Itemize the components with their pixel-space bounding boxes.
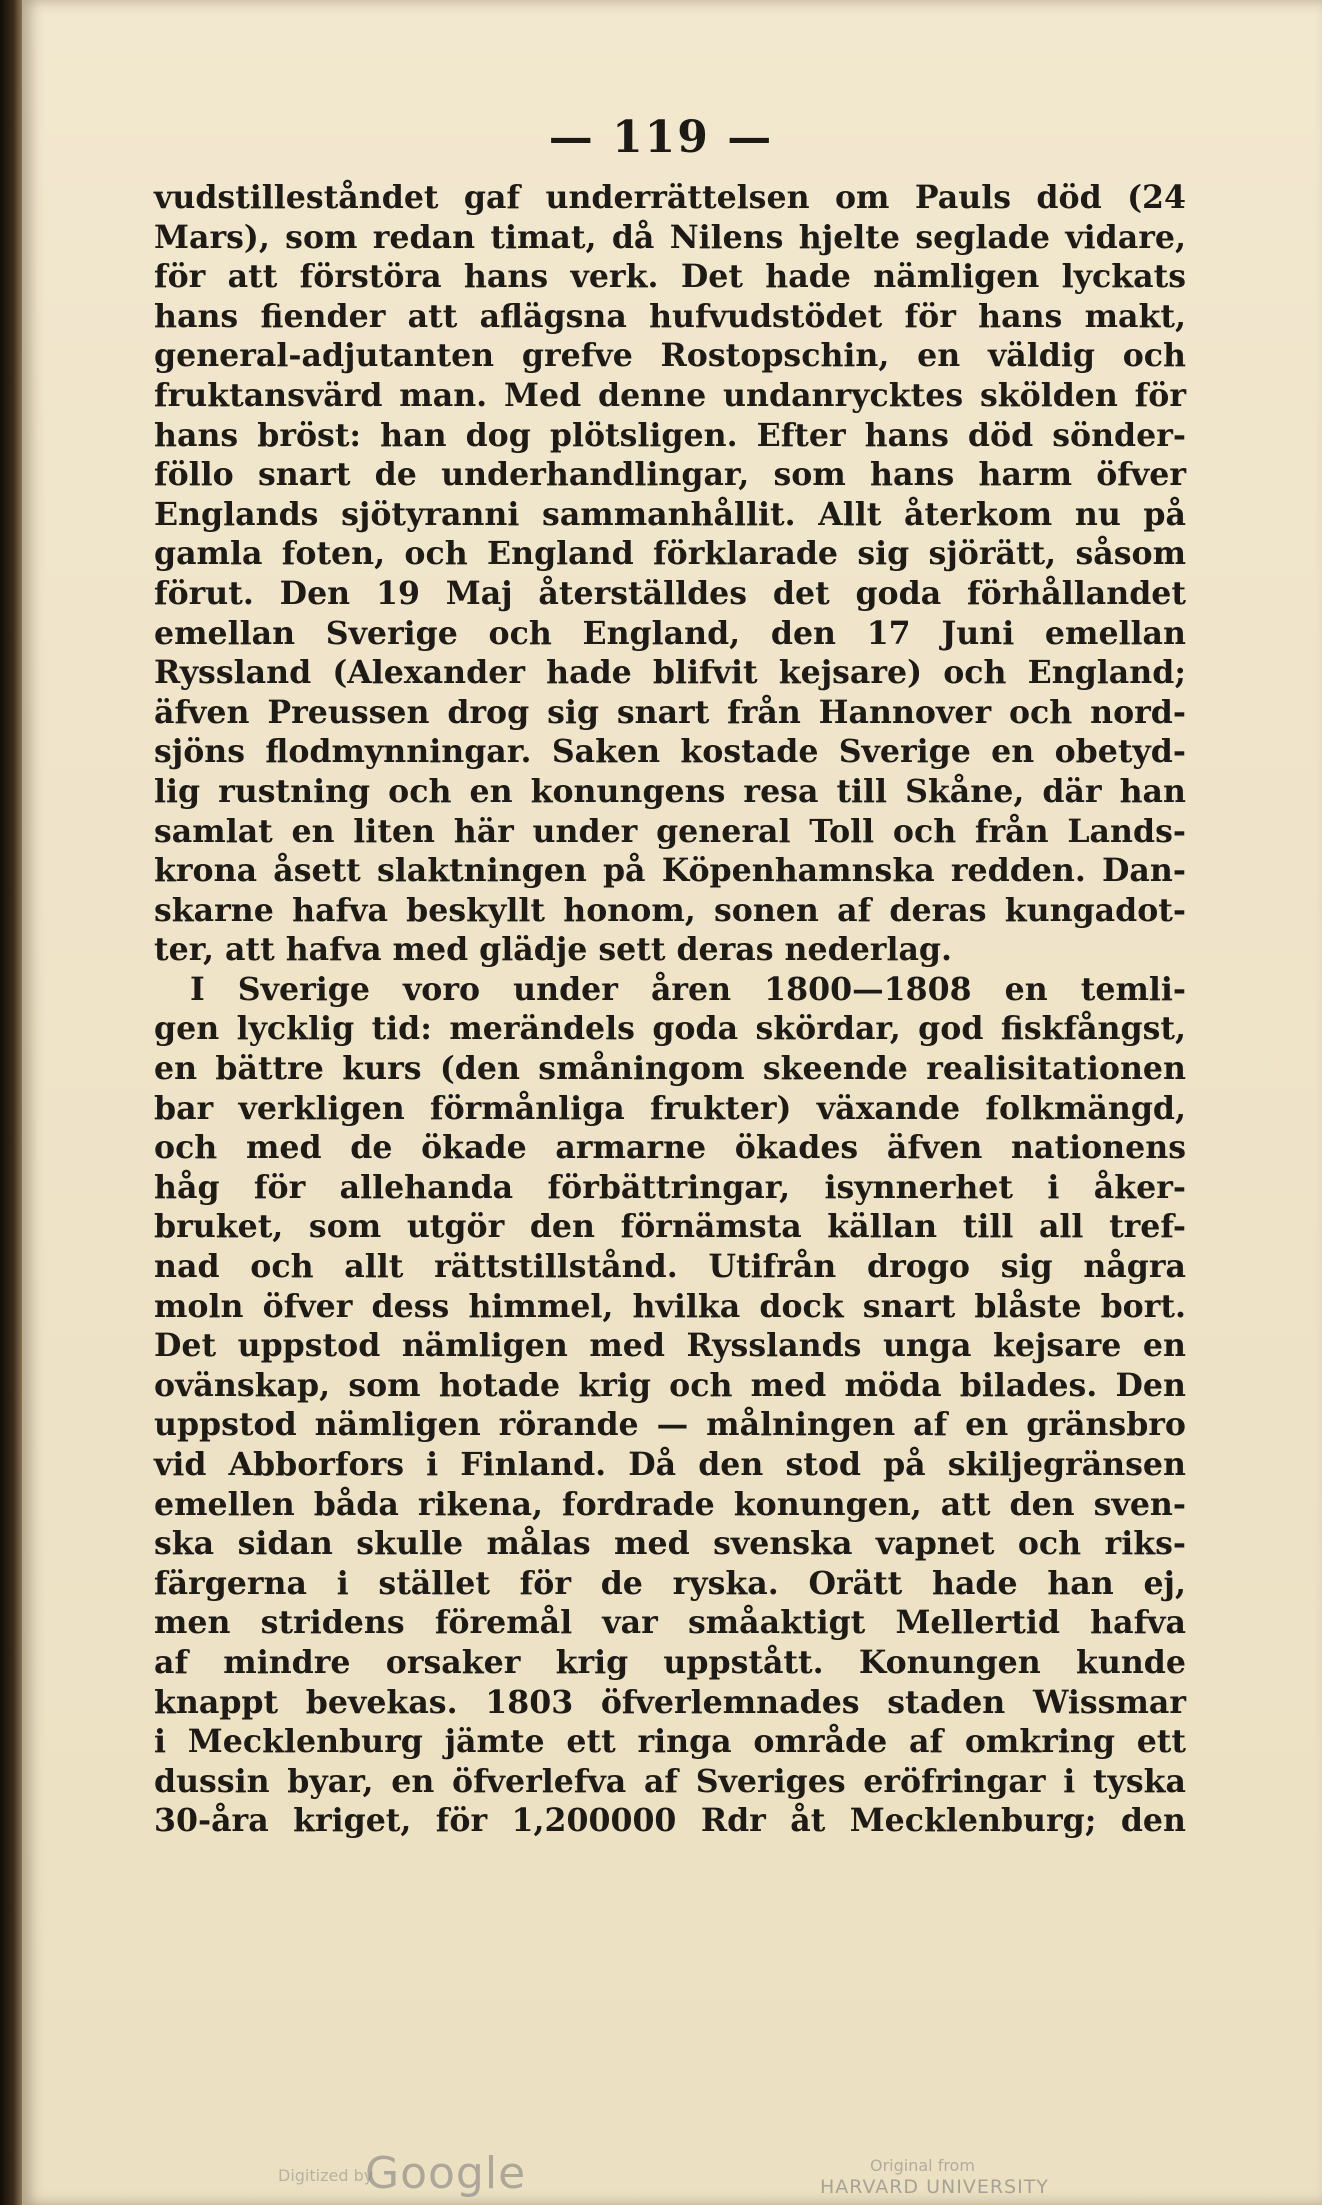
text-line: hans bröst: han dog plötsligen. Efter hans död sönder- (154, 416, 1186, 454)
text-line: fruktansvärd man. Med denne undanrycktes skölden för (154, 376, 1186, 414)
book-gutter (0, 0, 22, 2205)
text-line: för att förstöra hans verk. Det hade nämligen lyckats (154, 258, 1186, 296)
text-line: krona åsett slaktningen på Köpenhamnska redden. Dan- (154, 852, 1186, 890)
text-line: dussin byar, en öfverlefva af Sveriges eröfringar i tyska (154, 1762, 1186, 1800)
text-line: emellen båda rikena, fordrade konungen, att den sven- (154, 1485, 1186, 1523)
text-line: Ryssland (Alexander hade blifvit kejsare) och England; (154, 654, 1186, 692)
text-line: af mindre orsaker krig uppstått. Konungen kunde (154, 1643, 1186, 1681)
text-line: och med de ökade armarne ökades äfven nationens (154, 1129, 1186, 1167)
text-line: en bättre kurs (den småningom skeende realisitationen (154, 1050, 1186, 1088)
text-line: men stridens föremål var småaktigt Mellertid hafva (154, 1604, 1186, 1642)
text-line: äfven Preussen drog sig snart från Hannover och nord- (154, 693, 1186, 731)
paragraph-start-line: I Sverige voro under åren 1800—1808 en temli- (190, 970, 1186, 1008)
body-text (154, 178, 1186, 1841)
text-line: nad och allt rättstillstånd. Utifrån drogo sig några (154, 1248, 1186, 1286)
text-line: bar verkligen förmånliga frukter) växande folkmängd, (154, 1089, 1186, 1127)
text-line: gen lycklig tid: merändels goda skördar, god fiskfångst, (154, 1010, 1186, 1048)
text-line: Det uppstod nämligen med Rysslands unga kejsare en (154, 1327, 1186, 1365)
text-line: ska sidan skulle målas med svenska vapnet och riks- (154, 1525, 1186, 1563)
text-line: lig rustning och en konungens resa till Skåne, där han (154, 772, 1186, 810)
text-line: ovänskap, som hotade krig och med möda bilades. Den (154, 1366, 1186, 1404)
text-line: uppstod nämligen rörande — målningen af en gränsbro (154, 1406, 1186, 1444)
paragraph-end-line: ter, att hafva med glädje sett deras nederlag. (154, 931, 953, 969)
text-line: skarne hafva beskyllt honom, sonen af deras kungadot- (154, 891, 1186, 929)
text-line: i Mecklenburg jämte ett ringa område af omkring ett (154, 1723, 1186, 1761)
text-line: vid Abborfors i Finland. Då den stod på skiljegränsen (154, 1446, 1186, 1483)
text-line: hans fiender att aflägsna hufvudstödet för hans makt, (154, 297, 1186, 335)
digitized-by-watermark: Digitized by (278, 2166, 374, 2185)
harvard-watermark: HARVARD UNIVERSITY (820, 2176, 1049, 2198)
text-line: knappt bevekas. 1803 öfverlemnades staden Wissmar (154, 1683, 1186, 1721)
text-line: 30-åra kriget, för 1,200000 Rdr åt Mecklenburg; den (154, 1802, 1186, 1840)
text-line: bruket, som utgör den förnämsta källan till all tref- (154, 1208, 1186, 1246)
text-line: håg för allehanda förbättringar, isynnerhet i åker- (154, 1168, 1186, 1206)
text-line: Mars), som redan timat, då Nilens hjelte seglade vidare, (154, 218, 1186, 256)
original-from-watermark: Original from (870, 2156, 975, 2175)
text-line: Englands sjötyranni sammanhållit. Allt återkom nu på (154, 495, 1186, 533)
google-watermark: Google (365, 2148, 527, 2199)
text-line: samlat en liten här under general Toll och från Lands- (154, 812, 1186, 850)
text-line: general-adjutanten grefve Rostopschin, en väldig och (154, 337, 1186, 375)
text-line: vudstilleståndet gaf underrättelsen om Pauls död (24 (154, 179, 1186, 216)
text-line: föllo snart de underhandlingar, som hans harm öfver (154, 456, 1186, 494)
text-line: gamla foten, och England förklarade sig sjörätt, såsom (154, 535, 1186, 573)
text-line: förut. Den 19 Maj återställdes det goda förhållandet (154, 574, 1186, 612)
text-line: sjöns flodmynningar. Saken kostade Sverige en obetyd- (154, 733, 1186, 771)
page-number: — 119 — (548, 112, 774, 163)
text-line: moln öfver dess himmel, hvilka dock snart blåste bort. (154, 1287, 1186, 1325)
text-line: emellan Sverige och England, den 17 Juni emellan (154, 614, 1186, 652)
text-line: färgerna i stället för de ryska. Orätt hade han ej, (154, 1564, 1186, 1602)
